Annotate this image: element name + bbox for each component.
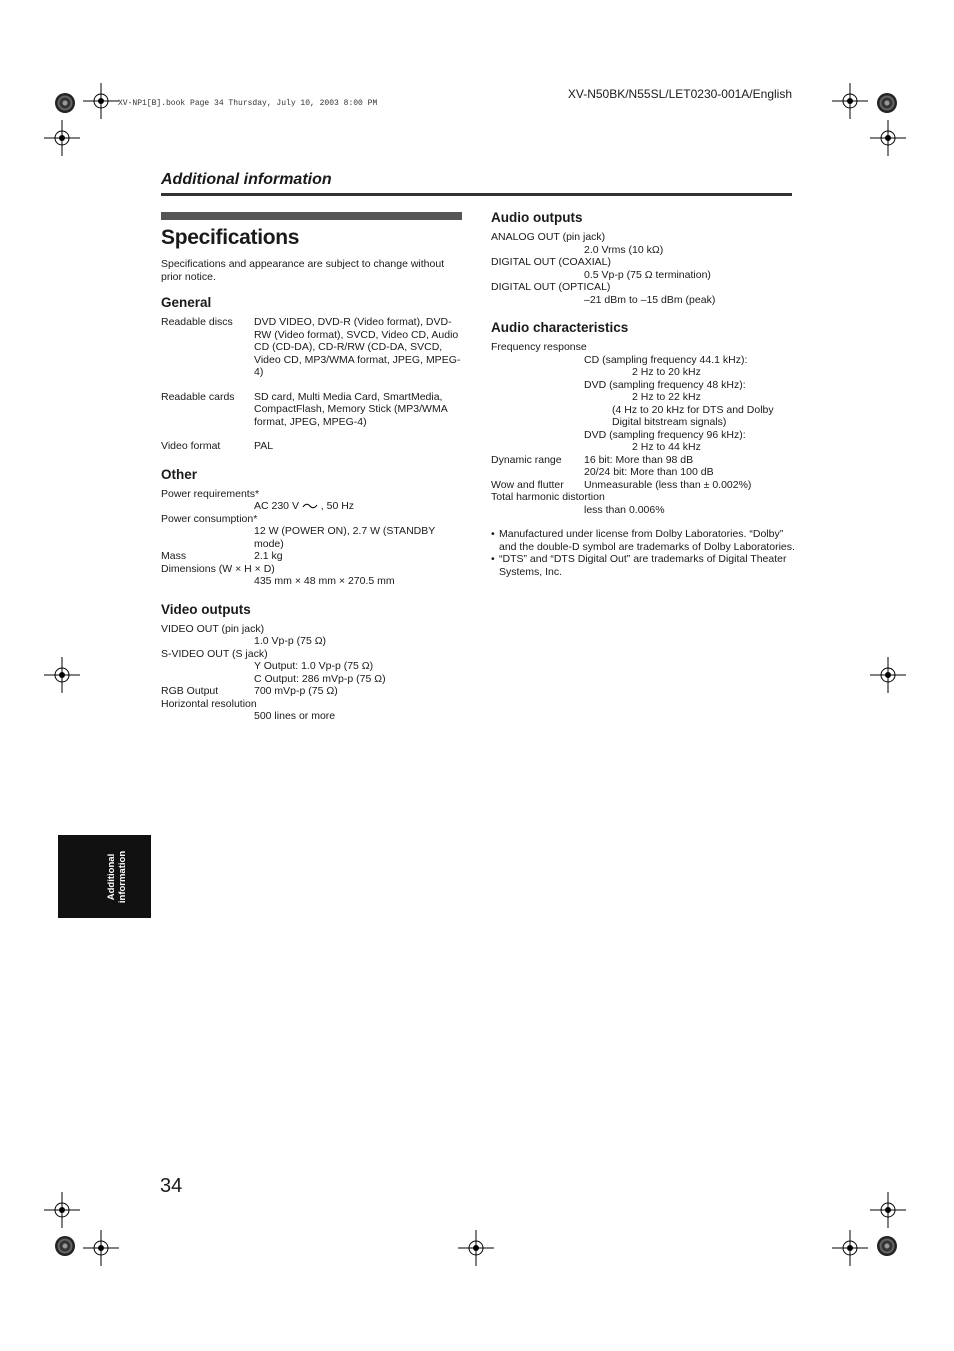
- spec-label: Wow and flutter: [491, 478, 564, 491]
- general-section: [161, 295, 463, 453]
- spec-label: VIDEO OUT (pin jack): [161, 622, 265, 635]
- color-target-icon: [55, 93, 75, 113]
- spec-label: Readable discs: [161, 316, 233, 328]
- spec-label: RGB Output: [161, 685, 219, 697]
- frequency-text: , 50 Hz: [320, 500, 355, 512]
- spec-value: 20/24 bit: More than 100 dB: [584, 466, 714, 478]
- page-number: 34: [160, 1175, 183, 1197]
- spec-row: [161, 316, 463, 379]
- voltage-text: AC 230 V: [254, 500, 299, 512]
- spec-label: Power requirements*: [161, 487, 260, 500]
- spec-value: 500 lines or more: [254, 710, 336, 722]
- color-target-icon: [55, 1236, 75, 1256]
- spec-row: [491, 479, 796, 492]
- spec-label: Video format: [161, 440, 221, 452]
- note-text: “DTS” and “DTS Digital Out” are trademarks of Digital Theater Systems, Inc.: [499, 553, 787, 578]
- spec-value: 0.5 Vp-p (75 Ω termination): [584, 268, 711, 281]
- spec-label: Dimensions (W × H × D): [161, 562, 275, 575]
- general-heading: General: [161, 295, 212, 310]
- spec-label: ANALOG OUT (pin jack): [491, 231, 606, 243]
- spec-value: 1.0 Vp-p (75 Ω): [254, 635, 327, 647]
- spec-label: Frequency response: [491, 341, 587, 353]
- side-tab: [58, 835, 151, 918]
- side-tab-label: Additional information: [106, 850, 128, 904]
- spec-value: DVD VIDEO, DVD-R (Video format), DVD-RW (Video format), SVCD, Video CD, Audio CD (CD-DA), CD-R/RW (CD-DA, SVCD, Video CD, MP3/WMA format, JPEG, MPEG-4): [254, 316, 461, 378]
- spec-label: Mass: [161, 550, 187, 562]
- spec-value: 2 Hz to 44 kHz: [632, 441, 701, 453]
- print-info: XV-NP1[B].book Page 34 Thursday, July 10, 2003 8:00 PM: [118, 99, 378, 108]
- spec-value: Unmeasurable (less than ± 0.002%): [584, 478, 752, 491]
- audio-characteristics-heading: Audio characteristics: [491, 320, 629, 335]
- spec-value: 2 Hz to 22 kHz: [632, 391, 701, 403]
- model-number: XV-N50BK/N55SL/LET0230-001A/English: [567, 87, 792, 101]
- audio-outputs-heading: Audio outputs: [491, 210, 583, 225]
- spec-value: PAL: [254, 440, 274, 452]
- spec-value: [161, 500, 463, 513]
- spec-label: DIGITAL OUT (COAXIAL): [491, 256, 611, 268]
- spec-value: 2 Hz to 20 kHz: [632, 366, 701, 378]
- note-text: Manufactured under license from Dolby Laboratories. “Dolby” and the double-D symbol are trademarks of Dolby Laboratories.: [499, 528, 795, 553]
- spec-label: Total harmonic distortion: [491, 491, 605, 503]
- spec-value: SD card, Multi Media Card, SmartMedia, CompactFlash, Memory Stick (MP3/WMA format, JPEG, MPEG-4): [254, 390, 448, 428]
- spec-label: Dynamic range: [491, 453, 562, 466]
- spec-value: 700 mVp-p (75 Ω): [254, 685, 338, 697]
- spec-value: –21 dBm to –15 dBm (peak): [584, 293, 716, 306]
- spec-value: Y Output: 1.0 Vp-p (75 Ω): [254, 660, 374, 672]
- spec-value: 12 W (POWER ON), 2.7 W (STANDBY mode): [254, 525, 436, 550]
- spec-row: [161, 391, 463, 429]
- color-target-icon: [877, 93, 897, 113]
- spec-sublabel: CD (sampling frequency 44.1 kHz):: [584, 353, 748, 366]
- header-rule: [161, 193, 792, 196]
- spec-label: Readable cards: [161, 390, 235, 403]
- spec-row: [161, 440, 463, 453]
- video-outputs-heading: Video outputs: [161, 601, 251, 617]
- spec-value: C Output: 286 mVp-p (75 Ω): [254, 672, 386, 685]
- ac-wave-icon: [302, 500, 318, 512]
- audio-outputs-section: [491, 210, 796, 306]
- page-title: Specifications: [161, 226, 300, 249]
- other-heading: Other: [161, 466, 198, 482]
- spec-sublabel: DVD (sampling frequency 96 kHz):: [584, 428, 746, 441]
- audio-characteristics-section: [491, 320, 796, 578]
- other-section: [161, 467, 463, 588]
- spec-row: [491, 454, 796, 467]
- spec-value: less than 0.006%: [584, 503, 665, 516]
- title-bar: [161, 212, 462, 220]
- spec-value: 16 bit: More than 98 dB: [584, 453, 694, 466]
- bullet-icon: •: [491, 528, 495, 540]
- section-header: Additional information: [161, 171, 332, 188]
- spec-value: 2.1 kg: [254, 550, 283, 562]
- spec-label: Power consumption*: [161, 512, 258, 525]
- spec-value: 435 mm × 48 mm × 270.5 mm: [254, 575, 395, 587]
- spec-row: [161, 550, 463, 563]
- list-item: [491, 528, 796, 553]
- color-target-icon: [877, 1236, 897, 1256]
- bullet-icon: •: [491, 553, 495, 565]
- spec-label: DIGITAL OUT (OPTICAL): [491, 281, 611, 293]
- spec-value: 2.0 Vrms (10 kΩ): [584, 243, 664, 256]
- spec-label: S-VIDEO OUT (S jack): [161, 647, 268, 660]
- left-column: [161, 212, 463, 737]
- list-item: [491, 553, 796, 578]
- trademark-notes: [491, 528, 796, 578]
- spec-label: Horizontal resolution: [161, 697, 257, 710]
- spec-note: (4 Hz to 20 kHz for DTS and Dolby Digital bitstream signals): [612, 403, 774, 428]
- spec-sublabel: DVD (sampling frequency 48 kHz):: [584, 378, 746, 391]
- intro-text: Specifications and appearance are subject to change without prior notice.: [161, 258, 445, 283]
- spec-row: [161, 685, 463, 698]
- right-column: [491, 210, 796, 592]
- video-outputs-section: [161, 602, 463, 723]
